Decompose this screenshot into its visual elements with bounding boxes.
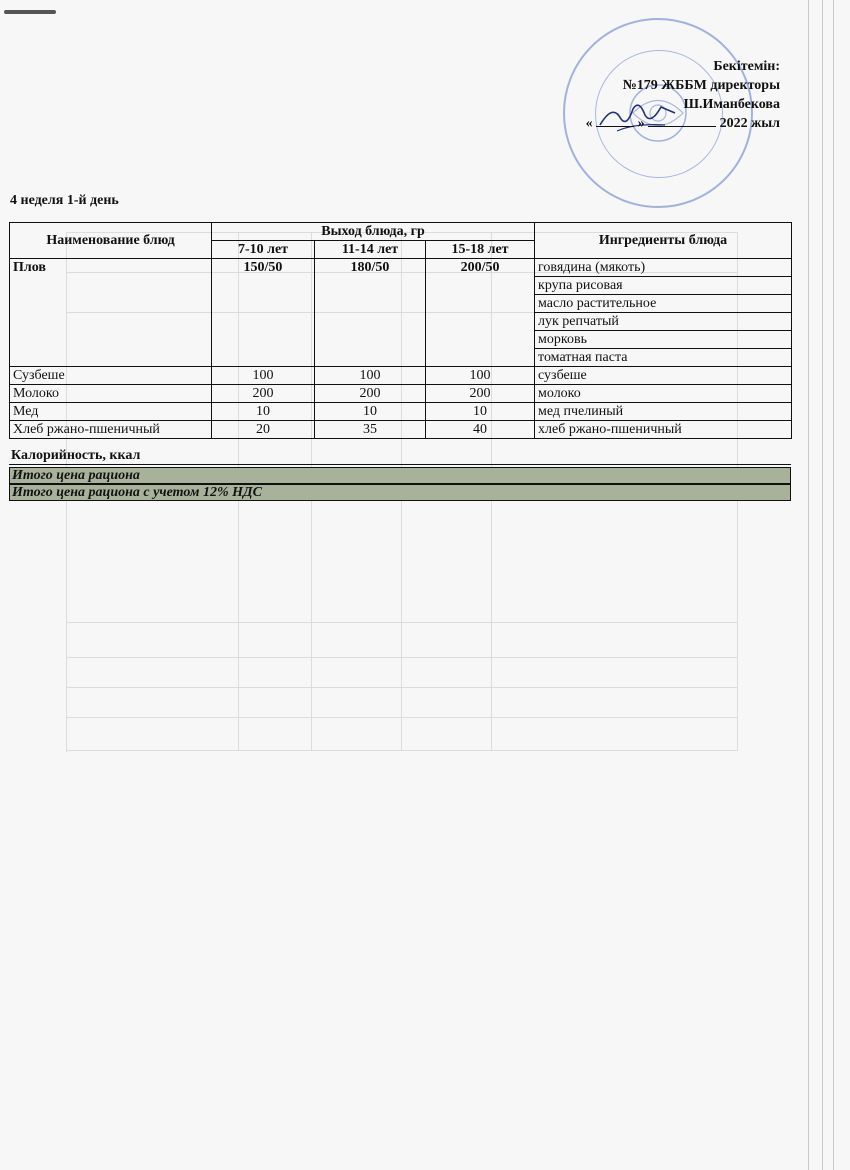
age-group: 15-18 лет: [426, 241, 535, 259]
table-row: [10, 385, 792, 403]
output-value: 200/50: [426, 259, 535, 367]
page-edge-line: [833, 0, 834, 1170]
output-value: 150/50: [212, 259, 315, 367]
day-title: 4 неделя 1-й день: [10, 193, 119, 208]
output-value: 200: [315, 385, 426, 403]
output-value: 10: [212, 403, 315, 421]
date-month-field: [648, 114, 716, 127]
approval-block: [586, 57, 780, 133]
dish-name: Сузбеше: [10, 367, 212, 385]
dish-name: Плов: [10, 259, 212, 367]
table-header-row: [10, 223, 792, 241]
ingredient: молоко: [535, 385, 792, 403]
approval-line-2: №179 ЖББМ директоры: [622, 78, 780, 93]
page-edge-line: [808, 0, 809, 1170]
table-row: [10, 403, 792, 421]
table-row: [10, 259, 792, 277]
ingredient: мед пчелиный: [535, 403, 792, 421]
table-row: [10, 421, 792, 439]
date-year: 2022 жыл: [719, 116, 780, 131]
ingredient: сузбеше: [535, 367, 792, 385]
total-price-vat-row: Итого цена рациона с учетом 12% НДС: [9, 484, 791, 501]
dish-name: Молоко: [10, 385, 212, 403]
output-value: 100: [315, 367, 426, 385]
header-dish-name: Наименование блюд: [10, 223, 212, 259]
ingredient: масло растительное: [535, 295, 792, 313]
ingredient: морковь: [535, 331, 792, 349]
output-value: 180/50: [315, 259, 426, 367]
output-value: 20: [212, 421, 315, 439]
age-group: 11-14 лет: [315, 241, 426, 259]
approval-director-name: Ш.Иманбекова: [683, 97, 780, 112]
output-value: 200: [426, 385, 535, 403]
ingredient: говядина (мякоть): [535, 259, 792, 277]
date-open-quote: «: [585, 116, 593, 131]
total-price-row: Итого цена рациона: [9, 467, 791, 484]
ingredient: лук репчатый: [535, 313, 792, 331]
approval-line-1: Бекітемін:: [713, 59, 780, 74]
page-edge-line: [822, 0, 823, 1170]
output-value: 200: [212, 385, 315, 403]
ingredient: крупа рисовая: [535, 277, 792, 295]
calories-row: Калорийность, ккал: [9, 447, 791, 465]
output-value: 40: [426, 421, 535, 439]
output-value: 10: [315, 403, 426, 421]
output-value: 10: [426, 403, 535, 421]
ingredient: томатная паста: [535, 349, 792, 367]
menu-table: [9, 222, 792, 439]
age-group: 7-10 лет: [212, 241, 315, 259]
dish-name: Мед: [10, 403, 212, 421]
header-ingredients: Ингредиенты блюда: [535, 223, 792, 259]
scan-mark: [4, 10, 56, 14]
output-value: 35: [315, 421, 426, 439]
dish-name: Хлеб ржано-пшеничный: [10, 421, 212, 439]
output-value: 100: [212, 367, 315, 385]
output-value: 100: [426, 367, 535, 385]
header-output: Выход блюда, гр: [212, 223, 535, 241]
table-row: [10, 367, 792, 385]
date-close-quote: »: [637, 116, 645, 131]
ingredient: хлеб ржано-пшеничный: [535, 421, 792, 439]
date-day-field: [596, 114, 634, 127]
approval-date: [586, 114, 780, 133]
